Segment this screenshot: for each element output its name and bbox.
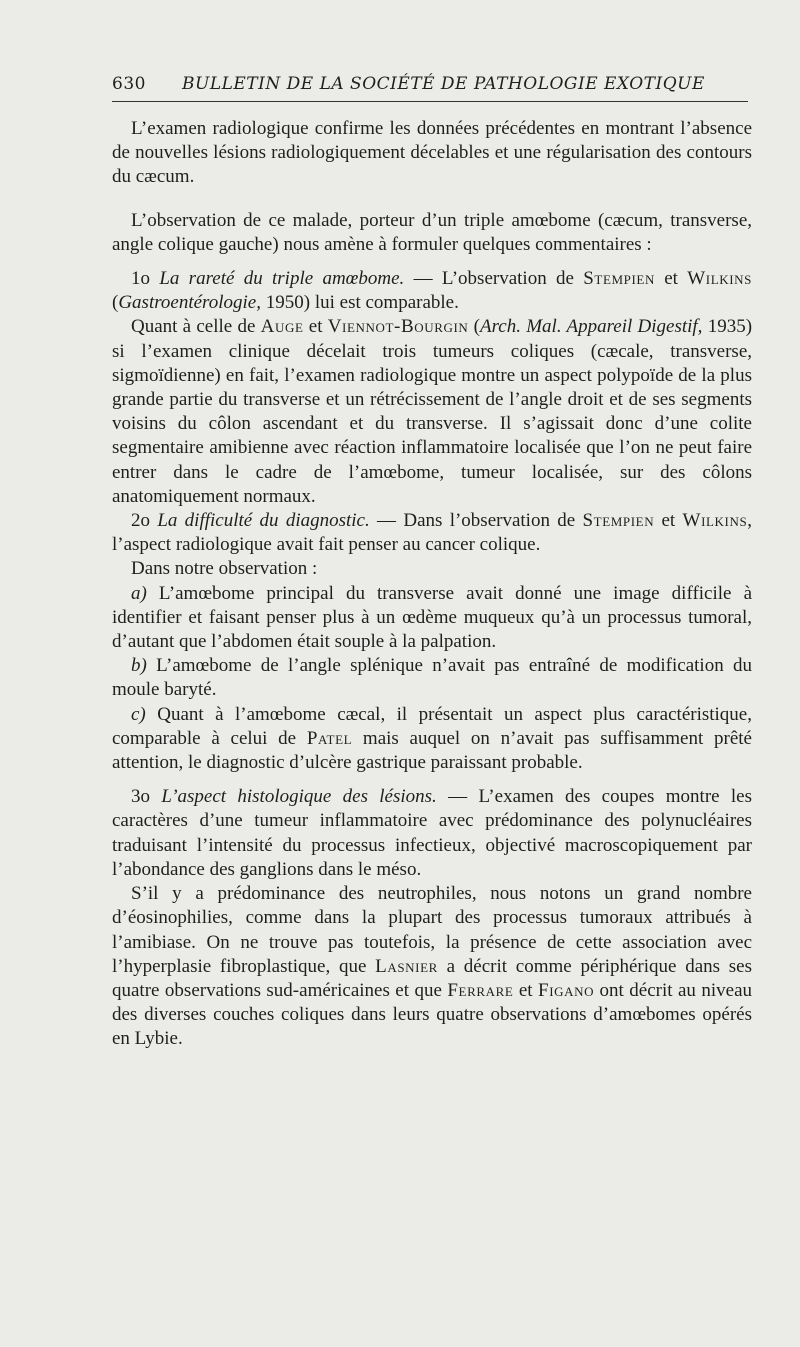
item-label: c) <box>131 703 146 725</box>
author-name: Ferrare <box>447 979 514 1001</box>
item-label: b) <box>131 655 147 677</box>
paragraph-auge: Quant à celle de Auge et Viennot-Bourgin (Arch. Mal. Appareil Digestif, 1935) si l’examen clinique décelait trois tumeurs coliques (cæcale, transverse, sigmoïdienne) en fait, l’examen radiologique montre un aspect polypoïde de la plus grande partie du transverse et un rétrécissement de l’angle droit et de ses segments voisins du côlon ascendant et du transverse. Il s’agissait donc d’une colite segmentaire amibienne avec réaction inflammatoire localisée que l’on ne peut faire entrer dans le cadre de l’amœbome, tumeur localisée, sur des côlons anatomiquement normaux. <box>112 316 753 507</box>
point-title: La rareté du triple amœbome. <box>159 268 405 290</box>
paragraph-our-observation: Dans notre observation : <box>131 558 318 580</box>
author-name: Patel <box>306 727 353 749</box>
header-rule <box>112 101 748 102</box>
point-number: 2o <box>131 510 158 532</box>
author-name: Stempien <box>583 268 655 290</box>
paragraph-point-2: 2o La difficulté du diagnostic. — Dans l’observation de Stempien et Wilkins, l’aspect radiologique avait fait penser au cancer colique. <box>112 510 753 556</box>
paragraph-observation: L’observation de ce malade, porteur d’un triple amœbome (cæcum, transverse, angle colique gauche) nous amène à formuler quelques commentaires : <box>112 209 752 255</box>
paragraph-neutrophiles: S’il y a prédominance des neutrophiles, nous notons un grand nombre d’éosinophilies, comme dans la plupart des processus tumoraux attribués à l’amibiase. On ne trouve pas toutefois, la présence de cette association avec l’hyperplasie fibroplastique, que Lasnier a décrit comme périphérique dans ses quatre observations sud-américaines et que Ferrare et Figano ont décrit au niveau des diverses couches coliques dans leurs quatre observations d’amœbomes opérés en Lybie. <box>112 883 753 1050</box>
paragraph-point-3: 3o L’aspect histologique des lésions. — L’examen des coupes montre les caractères d’une tumeur inflammatoire avec prédominance des polynucléaires traduisant l’intensité du processus infectieux, objectivé macroscopiquement par l’abondance des ganglions dans le méso. <box>112 786 753 880</box>
item-label: a) <box>131 582 147 604</box>
author-name: Wilkins <box>682 510 748 532</box>
journal-reference: Gastroentérologie, <box>118 292 261 314</box>
paragraph-item-b: b) L’amœbome de l’angle splénique n’avait pas entraîné de modification du moule baryté. <box>112 655 752 701</box>
point-number: 1o <box>131 268 160 290</box>
article-body <box>112 117 752 1052</box>
paragraph-item-a: a) L’amœbome principal du transverse avait donné une image difficile à identifier et faisant penser plus à un œdème muqueux qu’à un processus tumoral, d’autant que l’abdomen était souple à la palpation. <box>112 582 752 653</box>
paragraph-item-c: c) Quant à l’amœbome cæcal, il présentait un aspect plus caractéristique, comparable à celui de Patel mais auquel on n’avait pas suffisamment prêté attention, le diagnostic d’ulcère gastrique paraissant probable. <box>112 703 752 774</box>
page-number: 630 <box>112 74 146 94</box>
point-title: La difficulté du diagnostic. <box>157 510 370 532</box>
author-name: Viennot-Bourgin <box>327 316 469 338</box>
journal-reference: Arch. Mal. Appareil Digestif, <box>479 316 703 338</box>
point-title: L’aspect histologique des lésions. <box>161 786 437 808</box>
paragraph-point-1: 1o La rareté du triple amœbome. — L’observation de Stempien et Wilkins (Gastroentérologie, 1950) lui est comparable. <box>112 268 752 314</box>
author-name: Stempien <box>582 510 655 532</box>
author-name: Figano <box>538 979 595 1001</box>
running-title: BULLETIN DE LA SOCIÉTÉ DE PATHOLOGIE EXOTIQUE <box>182 74 705 94</box>
point-number: 3o <box>131 786 162 808</box>
author-name: Lasnier <box>375 955 438 977</box>
paragraph-radiology: L’examen radiologique confirme les données précédentes en montrant l’absence de nouvelles lésions radiologiquement décelables et une régularisation des contours du cæcum. <box>112 118 752 188</box>
author-name: Wilkins <box>687 268 752 290</box>
author-name: Auge <box>260 316 304 338</box>
